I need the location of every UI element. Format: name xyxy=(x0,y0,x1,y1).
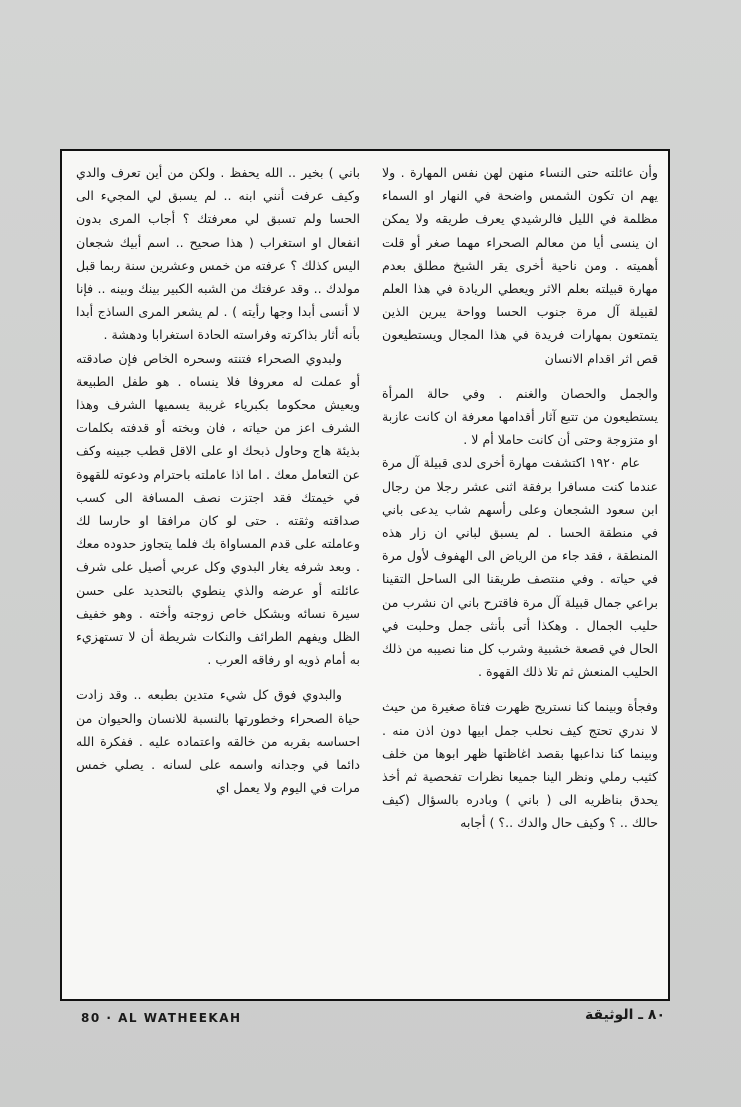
paragraph: وأن عائلته حتى النساء منهن لهن نفس المهارة . ولا يهم ان تكون الشمس واضحة في النهار او السماء مظلمة في الليل فالرشيدي يعرف طريقه ولا يمكن ان ينسى أيا من معالم الصحراء مهما صغر أو قلت أهميته . ومن ناحية أخرى يقر الشيخ مطلق بعدم مهارة قبيلته بعلم الاثر ويعطي الريادة في هذا العلم لقبيلة آل مرة جنوب الحسا وواحة يبرين الذين يتمتعون بمهارات فريدة في هذا المجال ويستطيعون قص اثر اقدام الانسان xyxy=(382,165,658,366)
article-column-left xyxy=(76,161,360,799)
footer-page-number-latin: 80 · AL WATHEEKAH xyxy=(81,1011,242,1025)
article-column-right xyxy=(382,161,658,835)
paragraph: باني ) بخير .. الله يحفظ . ولكن من أين تعرف والدي وكيف عرفت أنني ابنه .. لم يسبق لي المجيء الى الحسا ولم تسبق لي معرفتك ؟ أجاب المرى بدون انفعال او استغراب ( هذا صحيح .. اسم أبيك شجعان اليس كذلك ؟ عرفته من خمس وعشرين سنة ربما قبل مولدك .. وقد عرفتك من الشبه الكبير بينك وبينه .. فإنا لا أنسى أبدا وجها رأيته ) . لم يشعر المرى الساذج أبدا بأنه أثار بذاكرته وفراسته الحادة استغرابا ودهشة . xyxy=(76,165,360,343)
paragraph: عام ١٩٢٠ اكتشفت مهارة أخرى لدى قبيلة آل مرة عندما كنت مسافرا برفقة اثنى عشر رجلا من رجال ابن سعود الشجعان وعلى رأسهم شاب يدعى باني في منطقة الحسا . لم يسبق لباني ان زار هذه المنطقة ، فقد جاء من الرياض الى الهفوف لأول مرة في حياته . وفي منتصف طريقنا الى الساحل التقينا براعي جمال قبيلة آل مرة فاقترح باني ان نشرب من حليب الجمال . وهكذا أتى بأنثى جمل وحلبت في الحال في قصعة خشبية وشرب كل منا نصيبه من ذلك الحليب المنعش ثم تلا ذلك القهوة . xyxy=(382,455,658,680)
paragraph: ولبدوي الصحراء فتنته وسحره الخاص فإن صادقته أو عملت له معروفا فلا ينساه . هو طفل الطبيعة ويعيش محكوما بكبرياء غريبة يسميها الشرف وهذا الشرف اعز من حياته ، فان وبخته أو قدفته بكلمات بذيئة هاج وحاول ذبحك او على الاقل قطب جبينه وكف عن التعامل معك . اما اذا عاملته باحترام ودعوته للقهوة في خيمتك فقد اجتزت نصف المسافة الى كسب صداقته وثقته . حتى لو كان مرافقا او حارسا لك وعاملته على قدم المساواة بك فلما يتجاوز حدوده معك . وبعد شرفه يغار البدوي وكل عربي أصيل على شرف عائلته أو عرضه والذي ينطوي بالتحديد على حسن سيرة نسائه وبشكل خاص زوجته وأخته . وهو خفيف الظل ويفهم الطرائف والنكات شريطة أن لا تستهزيء به أمام ذويه او رفاقه العرب . xyxy=(76,350,360,668)
footer-page-number-arabic: ٨٠ ـ الوثيقة xyxy=(585,1007,665,1023)
paragraph: والبدوي فوق كل شيء متدين بطبعه .. وقد زادت حياة الصحراء وخطورتها بالنسبة للانسان والحيوان من احساسه بقربه من خالقه واعتماده عليه . ففكرة الله دائما في وجدانه واسمه على لسانه . يصلي خمس مرات في اليوم ولا يعمل اي xyxy=(76,687,360,796)
paragraph: والجمل والحصان والغنم . وفي حالة المرأة يستطيعون من تتبع آثار أقدامها معرفة ان كانت عازبة او متزوجة وحتى أن كانت حاملا أم لا . xyxy=(382,385,658,448)
article-frame xyxy=(60,149,670,1001)
paragraph: وفجأة وبينما كنا نستريح ظهرت فتاة صغيرة من حيث لا ندري تحتج كيف نحلب جمل ابيها دون اذن منه . وبينما كنا نداعبها بقصد اغاظتها ظهر ابوها من خلف كثيب رملي ونظر الينا جميعا نظرات تفحصية ثم أخذ يحدق بناظريه الى ( باني ) وبادره بالسؤال (كيف حالك .. ؟ وكيف حال والدك ..؟ ) أجابه xyxy=(382,699,658,831)
